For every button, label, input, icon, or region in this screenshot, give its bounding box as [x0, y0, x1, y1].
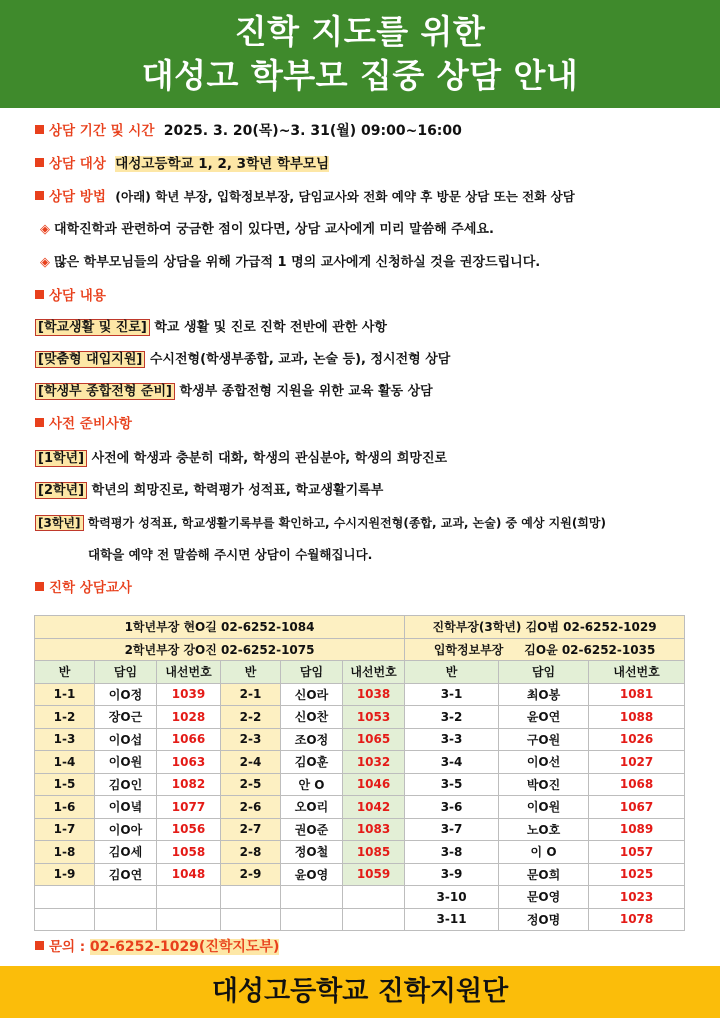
extension-cell: 1039 [157, 683, 221, 706]
class-cell: 2-1 [221, 683, 281, 706]
prep-item-3: [3학년] 학력평가 성적표, 학교생활기록부를 확인하고, 수시지원전형(종합, 교과, 논술) 중 예상 지원(희망) [35, 513, 606, 533]
table-row [35, 706, 685, 729]
prep-item-1: [1학년] 사전에 학생과 충분히 대화, 학생의 관심분야, 학생의 희망진로 [35, 449, 447, 469]
footer-banner: 대성고등학교 진학지원단 [0, 966, 720, 1018]
homeroom-cell: 정O명 [499, 908, 589, 931]
square-bullet-icon [35, 125, 44, 134]
col-homeroom: 담임 [95, 661, 157, 684]
class-cell: 3-6 [405, 796, 499, 819]
content-item-3: [학생부 종합전형 준비] 학생부 종합전형 지원을 위한 교육 활동 상담 [35, 382, 433, 402]
homeroom-cell: 김O연 [95, 863, 157, 886]
class-cell: 3-10 [405, 886, 499, 909]
homeroom-cell [95, 886, 157, 909]
class-cell: 1-1 [35, 683, 95, 706]
homeroom-cell: 장O근 [95, 706, 157, 729]
class-cell [221, 908, 281, 931]
class-cell: 3-7 [405, 818, 499, 841]
table-row [35, 773, 685, 796]
col-homeroom: 담임 [281, 661, 343, 684]
class-cell: 2-5 [221, 773, 281, 796]
extension-cell: 1023 [589, 886, 685, 909]
diamond-bullet-icon: ◈ [40, 222, 50, 237]
col-class: 반 [405, 661, 499, 684]
col-extension: 내선번호 [157, 661, 221, 684]
table-row [35, 751, 685, 774]
homeroom-cell: 최O봉 [499, 683, 589, 706]
column-header-row [35, 661, 685, 684]
class-cell: 3-11 [405, 908, 499, 931]
method-value: (아래) 학년 부장, 입학정보부장, 담임교사와 전화 예약 후 방문 상담 또는 전화 상담 [115, 189, 575, 204]
extension-cell: 1056 [157, 818, 221, 841]
class-cell: 3-1 [405, 683, 499, 706]
homeroom-cell: 문O영 [499, 886, 589, 909]
grade2-head: 2학년부장 강O진 02-6252-1075 [35, 638, 405, 661]
period-row [35, 121, 462, 141]
table-row [35, 886, 685, 909]
prep-heading: 사전 준비사항 [35, 414, 132, 434]
homeroom-cell: 조O정 [281, 728, 343, 751]
col-homeroom: 담임 [499, 661, 589, 684]
extension-cell: 1082 [157, 773, 221, 796]
homeroom-cell: 오O리 [281, 796, 343, 819]
class-cell: 2-7 [221, 818, 281, 841]
homeroom-cell: 문O희 [499, 863, 589, 886]
class-cell: 1-4 [35, 751, 95, 774]
extension-cell: 1089 [589, 818, 685, 841]
class-cell: 2-9 [221, 863, 281, 886]
col-class: 반 [35, 661, 95, 684]
extension-cell: 1088 [589, 706, 685, 729]
homeroom-cell: 윤O연 [499, 706, 589, 729]
class-cell: 2-3 [221, 728, 281, 751]
homeroom-cell: 김O세 [95, 841, 157, 864]
class-cell: 3-8 [405, 841, 499, 864]
class-cell: 3-3 [405, 728, 499, 751]
target-value: 대성고등학교 1, 2, 3학년 학부모님 [115, 156, 330, 172]
content-item-1: [학교생활 및 진로] 학교 생활 및 진로 진학 전반에 관한 사항 [35, 318, 387, 338]
table-row [35, 683, 685, 706]
grade1-head: 1학년부장 현O길 02-6252-1084 [35, 616, 405, 639]
homeroom-cell: 신O찬 [281, 706, 343, 729]
class-cell: 2-2 [221, 706, 281, 729]
method-row [35, 187, 575, 207]
class-cell: 1-8 [35, 841, 95, 864]
class-cell: 3-9 [405, 863, 499, 886]
class-cell: 2-4 [221, 751, 281, 774]
extension-cell: 1068 [589, 773, 685, 796]
extension-cell: 1085 [343, 841, 405, 864]
homeroom-cell: 이O원 [95, 751, 157, 774]
table-row [35, 728, 685, 751]
homeroom-cell: 이O원 [499, 796, 589, 819]
target-label: 상담 대상 [49, 156, 106, 172]
class-cell: 2-6 [221, 796, 281, 819]
homeroom-cell [281, 886, 343, 909]
square-bullet-icon [35, 941, 44, 950]
col-extension: 내선번호 [589, 661, 685, 684]
homeroom-cell: 구O원 [499, 728, 589, 751]
diamond-bullet-icon: ◈ [40, 255, 50, 270]
class-cell: 1-2 [35, 706, 95, 729]
extension-cell: 1046 [343, 773, 405, 796]
homeroom-cell: 김O훈 [281, 751, 343, 774]
class-cell: 1-3 [35, 728, 95, 751]
class-cell [221, 886, 281, 909]
extension-cell: 1048 [157, 863, 221, 886]
square-bullet-icon [35, 418, 44, 427]
homeroom-cell: 이 O [499, 841, 589, 864]
inquiry-row [35, 937, 279, 957]
inquiry-value: 02-6252-1029(진학지도부) [89, 939, 280, 955]
extension-cell: 1066 [157, 728, 221, 751]
class-cell [35, 886, 95, 909]
homeroom-cell: 이O섭 [95, 728, 157, 751]
page-header [0, 0, 720, 108]
extension-cell: 1057 [589, 841, 685, 864]
homeroom-cell: 신O라 [281, 683, 343, 706]
prep-tag: [1학년] [35, 450, 87, 467]
homeroom-cell: 이O녘 [95, 796, 157, 819]
table-row [35, 818, 685, 841]
title-line-1: 진학 지도를 위한 [234, 12, 486, 51]
content-tag: [맞춤형 대입지원] [35, 351, 145, 368]
class-cell: 3-2 [405, 706, 499, 729]
target-row [35, 154, 329, 174]
head-row-1 [35, 616, 685, 639]
table-row [35, 908, 685, 931]
period-label: 상담 기간 및 시간 [49, 123, 155, 139]
homeroom-cell: 김O인 [95, 773, 157, 796]
grade3-head: 진학부장(3학년) 김O범 02-6252-1029 [405, 616, 685, 639]
extension-cell: 1065 [343, 728, 405, 751]
col-extension: 내선번호 [343, 661, 405, 684]
square-bullet-icon [35, 290, 44, 299]
table-row [35, 841, 685, 864]
homeroom-cell: 노O호 [499, 818, 589, 841]
prep-tag: [3학년] [35, 515, 84, 531]
prep-continuation: 대학을 예약 전 말씀해 주시면 상담이 수월해집니다. [88, 547, 373, 562]
homeroom-cell [281, 908, 343, 931]
admission-head: 입학정보부장 김O윤 02-6252-1035 [405, 638, 685, 661]
homeroom-cell: 박O진 [499, 773, 589, 796]
class-cell: 3-5 [405, 773, 499, 796]
homeroom-cell: 이O선 [499, 751, 589, 774]
homeroom-cell: 정O철 [281, 841, 343, 864]
extension-cell: 1063 [157, 751, 221, 774]
note-2: ◈ 많은 학부모님들의 상담을 위해 가급적 1 명의 교사에게 신청하실 것을 권장드립니다. [40, 255, 541, 270]
square-bullet-icon [35, 582, 44, 591]
extension-cell: 1077 [157, 796, 221, 819]
period-value: 2025. 3. 20(목)~3. 31(월) 09:00~16:00 [163, 123, 462, 139]
class-cell: 1-7 [35, 818, 95, 841]
table-row [35, 796, 685, 819]
class-cell [35, 908, 95, 931]
prep-tag: [2학년] [35, 482, 87, 499]
content-heading: 상담 내용 [35, 286, 106, 306]
extension-cell: 1042 [343, 796, 405, 819]
extension-cell: 1032 [343, 751, 405, 774]
head-row-2 [35, 638, 685, 661]
homeroom-cell: 이O아 [95, 818, 157, 841]
content-tag: [학생부 종합전형 준비] [35, 383, 175, 400]
col-class: 반 [221, 661, 281, 684]
extension-cell: 1026 [589, 728, 685, 751]
extension-cell: 1078 [589, 908, 685, 931]
title-line-2: 대성고 학부모 집중 상담 안내 [141, 56, 579, 95]
extension-cell [343, 886, 405, 909]
extension-cell: 1028 [157, 706, 221, 729]
teacher-table [34, 615, 685, 931]
method-label: 상담 방법 [49, 189, 106, 205]
extension-cell: 1025 [589, 863, 685, 886]
extension-cell: 1081 [589, 683, 685, 706]
content-tag: [학교생활 및 진로] [35, 319, 150, 336]
extension-cell: 1067 [589, 796, 685, 819]
inquiry-label: 문의 : [49, 939, 86, 955]
content-item-2: [맞춤형 대입지원] 수시전형(학생부종합, 교과, 논술 등), 정시전형 상담 [35, 350, 450, 370]
extension-cell: 1083 [343, 818, 405, 841]
homeroom-cell [95, 908, 157, 931]
class-cell: 1-6 [35, 796, 95, 819]
extension-cell: 1059 [343, 863, 405, 886]
class-cell: 1-5 [35, 773, 95, 796]
homeroom-cell: 이O정 [95, 683, 157, 706]
note-1: ◈ 대학진학과 관련하여 궁금한 점이 있다면, 상담 교사에게 미리 말씀해 주세요. [40, 222, 494, 237]
class-cell: 3-4 [405, 751, 499, 774]
class-cell: 2-8 [221, 841, 281, 864]
extension-cell [343, 908, 405, 931]
extension-cell: 1053 [343, 706, 405, 729]
extension-cell: 1038 [343, 683, 405, 706]
extension-cell [157, 908, 221, 931]
extension-cell: 1058 [157, 841, 221, 864]
prep-item-2: [2학년] 학년의 희망진로, 학력평가 성적표, 학교생활기록부 [35, 481, 383, 501]
extension-cell: 1027 [589, 751, 685, 774]
teachers-heading: 진학 상담교사 [35, 578, 132, 598]
homeroom-cell: 권O준 [281, 818, 343, 841]
homeroom-cell: 윤O영 [281, 863, 343, 886]
table-row [35, 863, 685, 886]
class-cell: 1-9 [35, 863, 95, 886]
square-bullet-icon [35, 158, 44, 167]
square-bullet-icon [35, 191, 44, 200]
extension-cell [157, 886, 221, 909]
homeroom-cell: 안 O [281, 773, 343, 796]
